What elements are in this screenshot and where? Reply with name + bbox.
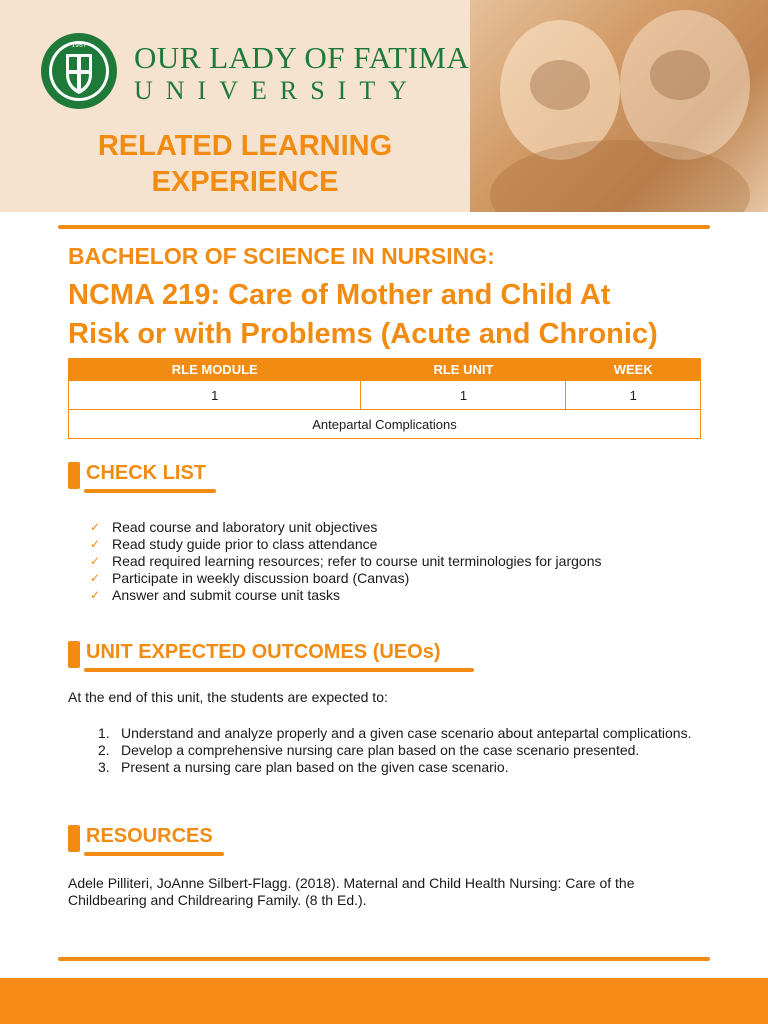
header-photo bbox=[470, 0, 768, 212]
section-marker bbox=[68, 825, 80, 852]
resources-title: RESOURCES bbox=[86, 825, 213, 847]
checkmark-icon: ✓ bbox=[90, 571, 101, 585]
list-item: 2. Develop a comprehensive nursing care plan based on the case scenario presented. bbox=[98, 742, 640, 758]
course-title-line2: Risk or with Problems (Acute and Chronic) bbox=[68, 318, 658, 350]
university-name-line2: UNIVERSITY bbox=[134, 76, 420, 105]
list-item: ✓ Read study guide prior to class attendance bbox=[90, 536, 378, 552]
svg-text:1967: 1967 bbox=[71, 42, 87, 49]
header-week: WEEK bbox=[566, 359, 701, 381]
list-item: 3. Present a nursing care plan based on the given case scenario. bbox=[98, 759, 509, 775]
list-item: ✓ Participate in weekly discussion board (Canvas) bbox=[90, 570, 410, 586]
rle-title-line2: EXPERIENCE bbox=[151, 166, 339, 198]
course-title-line1: NCMA 219: Care of Mother and Child At bbox=[68, 279, 611, 311]
section-underline bbox=[84, 852, 224, 856]
top-divider bbox=[58, 225, 710, 229]
section-marker bbox=[68, 462, 80, 489]
list-item: ✓ Answer and submit course unit tasks bbox=[90, 587, 340, 603]
checklist-title: CHECK LIST bbox=[86, 462, 206, 484]
list-item: ✓ Read required learning resources; refer to course unit terminologies for jargons bbox=[90, 553, 602, 569]
course-title bbox=[68, 276, 728, 354]
footer-band bbox=[0, 978, 768, 1024]
topic-cell: Antepartal Complications bbox=[69, 410, 701, 439]
module-info-table bbox=[68, 358, 701, 439]
value-rle-module: 1 bbox=[69, 381, 361, 410]
rle-title bbox=[60, 128, 430, 200]
outcomes-title: UNIT EXPECTED OUTCOMES (UEOs) bbox=[86, 641, 441, 663]
university-seal-icon bbox=[40, 32, 118, 110]
outcomes-list bbox=[98, 725, 698, 776]
value-rle-unit: 1 bbox=[361, 381, 566, 410]
header-rle-module: RLE MODULE bbox=[69, 359, 361, 381]
outcomes-intro: At the end of this unit, the students are expected to: bbox=[68, 689, 388, 705]
checkmark-icon: ✓ bbox=[90, 588, 101, 602]
checklist bbox=[90, 519, 601, 604]
program-title: BACHELOR OF SCIENCE IN NURSING: bbox=[68, 243, 495, 269]
university-name-line1: OUR LADY OF FATIMA bbox=[134, 40, 470, 75]
section-underline bbox=[84, 668, 474, 672]
checkmark-icon: ✓ bbox=[90, 520, 101, 534]
list-item: 1. Understand and analyze properly and a given case scenario about antepartal complications. bbox=[98, 725, 692, 741]
checkmark-icon: ✓ bbox=[90, 537, 101, 551]
list-item: ✓ Read course and laboratory unit objectives bbox=[90, 519, 378, 535]
bottom-divider bbox=[58, 957, 710, 961]
section-underline bbox=[84, 489, 216, 493]
header-banner bbox=[0, 0, 768, 212]
resource-citation: Adele Pilliteri, JoAnne Silbert-Flagg. (2018). Maternal and Child Health Nursing: Care of the Childbearing and Childrearing Family. (8 th Ed.). bbox=[68, 875, 635, 908]
rle-title-line1: RELATED LEARNING bbox=[97, 130, 393, 162]
value-week: 1 bbox=[566, 381, 701, 410]
checkmark-icon: ✓ bbox=[90, 554, 101, 568]
header-rle-unit: RLE UNIT bbox=[361, 359, 566, 381]
section-marker bbox=[68, 641, 80, 668]
